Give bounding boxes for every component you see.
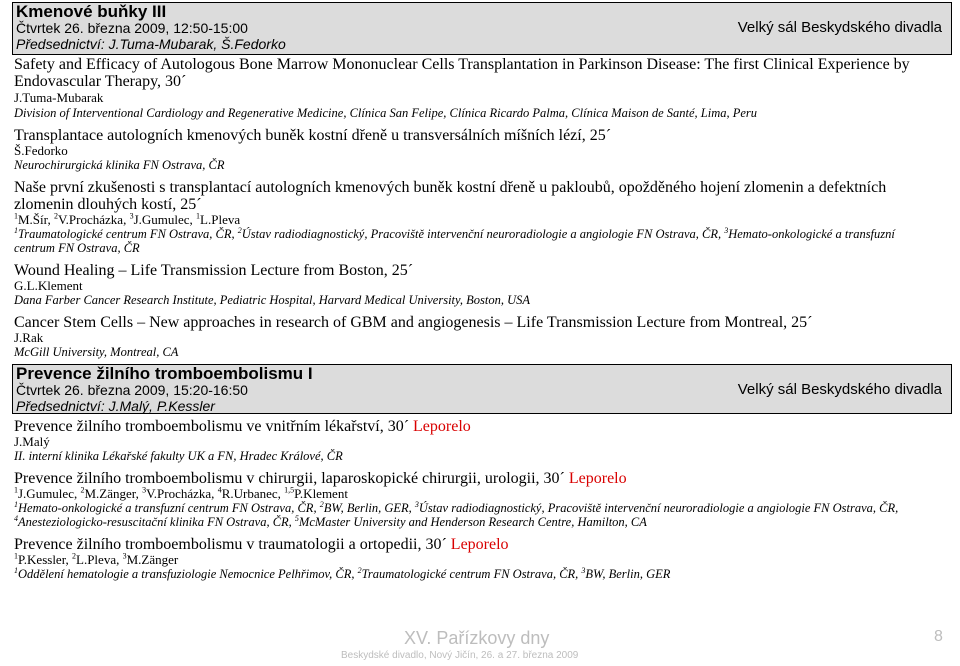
affiliation-part: Anesteziologicko-resuscitační klinika FN Ostrava, ČR, [18, 515, 295, 529]
affiliation-part: Ústav radiodiagnostický, Pracoviště intervenční neuroradiologie a angiologie FN Ostrava, ČR, [241, 227, 725, 241]
leporelo-link[interactable]: Leporelo [450, 536, 509, 553]
author: V.Procházka, [146, 486, 218, 501]
session-header-stem-cells [12, 2, 952, 55]
talk-title: Prevence žilního tromboembolismu ve vnitřním lékařství, 30´ [14, 418, 410, 435]
affiliation-part: Hemato-onkologické a transfuzní centrum FN Ostrava, ČR, [18, 501, 320, 515]
author: M.Šír, [18, 212, 54, 227]
affiliation-part: McMaster University and Henderson Research Centre, Hamilton, CA [298, 515, 647, 529]
footer-title: XV. Pařízkovy dny [404, 628, 550, 648]
talk-affiliation: $^1$Oddělení hematologie a transfuziologie Nemocnice Pelhřimov, ČR, $^2$Traumatologické centrum FN Ostrava, ČR, $^3$BW, Berlin, GER [14, 565, 671, 581]
session-datetime: Čtvrtek 26. března 2009, 12:50-15:00 [16, 20, 248, 36]
author: P.Klement [294, 486, 348, 501]
page-number: 8 [934, 628, 943, 645]
session-venue: Velký sál Beskydského divadla [737, 19, 942, 36]
affiliation-part: Oddělení hematologie a transfuziologie Nemocnice Pelhřimov, ČR, [18, 567, 358, 581]
session-chairs: Předsednictví: J.Malý, P.Kessler [16, 398, 215, 414]
talk-title: Safety and Efficacy of Autologous Bone Marrow Mononuclear Cells Transplantation in Parkinson Disease: The first Clinical Experience by Endovascular Therapy, 30´ [14, 56, 910, 90]
author: J.Gumulec, [133, 212, 197, 227]
affiliation-part: Traumatologické centrum FN Ostrava, ČR, [18, 227, 238, 241]
talk-title: Wound Healing – Life Transmission Lecture from Boston, 25´ [14, 262, 414, 279]
leporelo-link[interactable]: Leporelo [413, 418, 471, 435]
talk-affiliation: McGill University, Montreal, CA [14, 345, 179, 359]
talk-title: Cancer Stem Cells – New approaches in research of GBM and angiogenesis – Life Transmission Lecture from Montreal, 25´ [14, 314, 813, 331]
author: L.Pleva [200, 212, 241, 227]
talk-authors: $^1$J.Gumulec, $^2$M.Zänger, $^3$V.Procházka, $^4$R.Urbanec, $^{1,5}$P.Klement [14, 485, 348, 501]
talk-affiliation: $^1$Traumatologické centrum FN Ostrava, ČR, $^2$Ústav radiodiagnostický, Pracoviště intervenční neuroradiologie a angiologie FN Ostrava, ČR, $^3$Hemato-onkologické a transfuzní centrum FN Ostrava, ČR [14, 225, 895, 255]
author: V.Procházka, [57, 212, 130, 227]
leporelo-link[interactable]: Leporelo [568, 470, 627, 487]
author: R.Urbanec, [221, 486, 285, 501]
author: M.Zänger, [84, 486, 143, 501]
talk-title-row [14, 470, 627, 487]
affiliation-part: Traumatologické centrum FN Ostrava, ČR, [361, 567, 582, 581]
talk-authors: Š.Fedorko [14, 143, 68, 158]
session-venue: Velký sál Beskydského divadla [737, 381, 942, 398]
author: P.Kessler, [18, 552, 73, 567]
session-datetime-row [13, 382, 951, 398]
talk-title: Naše první zkušenosti s transplantací autologních kmenových buněk kostní dřeně u pakloubů, opožděného hojení zlomenin a defektních zlomenin dlouhých kostí, 25´ [14, 179, 887, 213]
talk-title-row [14, 418, 471, 435]
talk-authors: $^1$P.Kessler, $^2$L.Pleva, $^3$M.Zänger [14, 551, 179, 567]
talk-affiliation: II. interní klinika Lékařské fakulty UK a FN, Hradec Králové, ČR [14, 449, 343, 463]
session-chairs: Předsednictví: J.Tuma-Mubarak, Š.Fedorko [16, 36, 286, 52]
affiliation-part: BW, Berlin, GER [585, 567, 671, 581]
session-title: Prevence žilního tromboembolismu I [16, 364, 313, 383]
talk-authors: J.Malý [14, 434, 50, 449]
footer-subtitle: Beskydské divadlo, Nový Jičín, 26. a 27. března 2009 [341, 650, 579, 661]
talk-title: Prevence žilního tromboembolismu v traumatologii a ortopedii, 30´ [14, 536, 447, 553]
talk-title: Prevence žilního tromboembolismu v chirurgii, laparoskopické chirurgii, urologii, 30´ [14, 470, 565, 487]
session-header-vte-prevention [12, 364, 952, 414]
session-datetime-row [13, 20, 951, 36]
affiliation-part: Hemato-onkologické a transfuzní centrum FN Ostrava, ČR [14, 227, 895, 255]
talk-affiliation: $^1$Hemato-onkologické a transfuzní centrum FN Ostrava, ČR, $^2$BW, Berlin, GER, $^3$Ústav radiodiagnostický, Pracoviště intervenční neuroradiologie a angiologie FN Ostrava, ČR, $^4$Anesteziologicko-resuscitační klinika FN Ostrava, ČR, $^5$McMaster University and Henderson Research Centre, Hamilton, CA [14, 499, 899, 529]
author: L.Pleva, [76, 552, 123, 567]
talk-authors: J.Rak [14, 330, 44, 345]
talk-affiliation: Dana Farber Cancer Research Institute, Pediatric Hospital, Harvard Medical University, Boston, USA [14, 293, 531, 307]
talk-affiliation: Division of Interventional Cardiology and Regenerative Medicine, Clínica San Felipe, Clínica Ricardo Palma, Clínica Maison de Santé, Lima, Peru [14, 106, 758, 120]
talk-authors: G.L.Klement [14, 278, 83, 293]
talk-authors: $^1$M.Šír, $^2$V.Procházka, $^3$J.Gumulec, $^1$L.Pleva [14, 211, 241, 227]
session-datetime: Čtvrtek 26. března 2009, 15:20-16:50 [16, 382, 248, 398]
session-title: Kmenové buňky III [16, 2, 167, 21]
affiliation-part: Ústav radiodiagnostický, Pracoviště intervenční neuroradiologie a angiologie FN Ostrava, ČR, [418, 501, 899, 515]
talk-title-row [14, 536, 509, 553]
author: M.Zänger [126, 552, 179, 567]
talk-title: Transplantace autologních kmenových buněk kostní dřeně u transversálních míšních lézí, 25´ [14, 127, 612, 144]
affiliation-part: BW, Berlin, GER, [323, 501, 415, 515]
talk-affiliation: Neurochirurgická klinika FN Ostrava, ČR [14, 158, 225, 172]
author: J.Gumulec, [18, 486, 81, 501]
talk-authors: J.Tuma-Mubarak [14, 90, 104, 105]
